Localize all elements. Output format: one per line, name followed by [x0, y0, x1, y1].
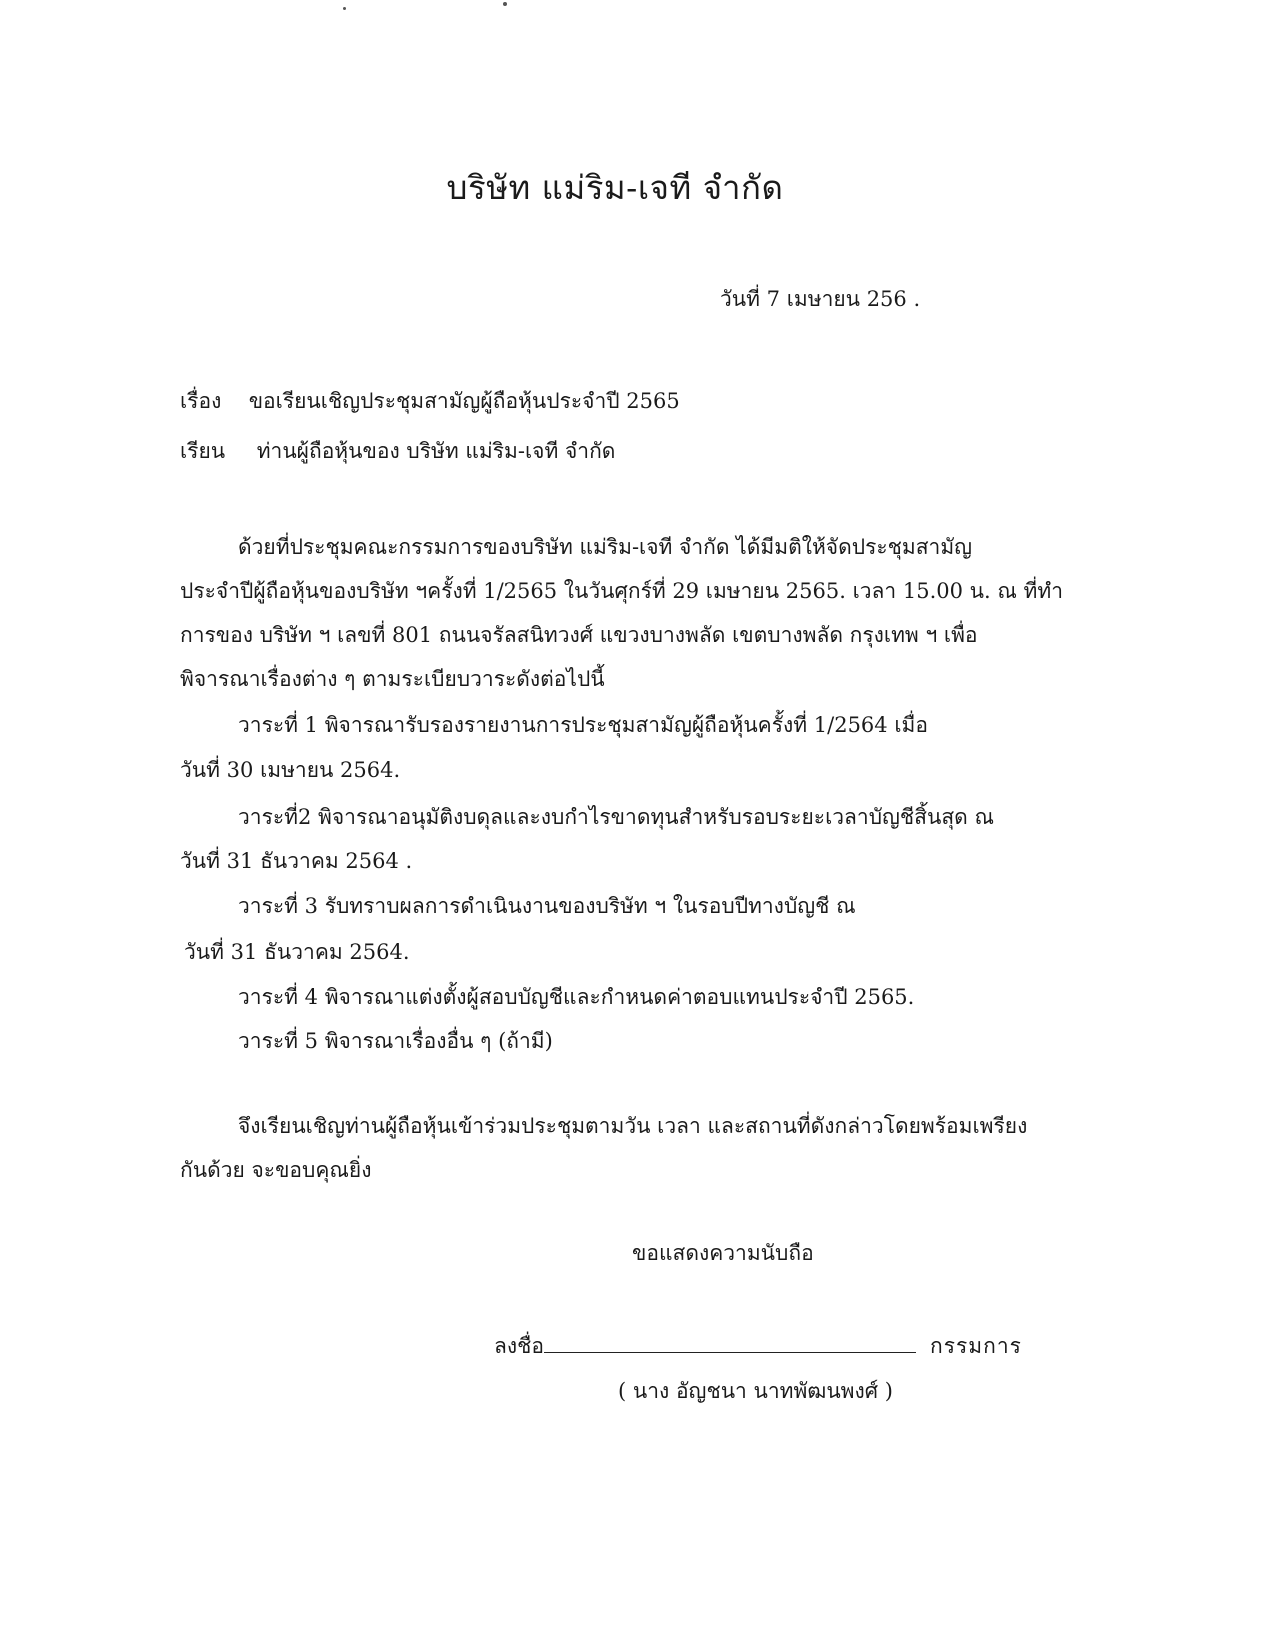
recipient-label: เรียน	[180, 439, 226, 463]
agenda-item-5: วาระที่ 5 พิจารณาเรื่องอื่น ๆ (ถ้ามี)	[238, 1029, 553, 1053]
signer-position: กรรมการ	[930, 1334, 1022, 1358]
letter-date: วันที่ 7 เมษายน 256 .	[720, 287, 921, 311]
regards-text: ขอแสดงความนับถือ	[632, 1241, 814, 1265]
agenda-item-1-cont: วันที่ 30 เมษายน 2564.	[180, 758, 401, 782]
signer-name: ( นาง อัญชนา นาทพัฒนพงศ์ )	[618, 1379, 893, 1403]
agenda-item-3-cont: วันที่ 31 ธันวาคม 2564.	[184, 940, 410, 964]
intro-line: พิจารณาเรื่องต่าง ๆ ตามระเบียบวาระดังต่อไปนี้	[180, 667, 605, 691]
agenda-item-2-cont: วันที่ 31 ธันวาคม 2564 .	[180, 849, 413, 873]
closing-line: จึงเรียนเชิญท่านผู้ถือหุ้นเข้าร่วมประชุมตามวัน เวลา และสถานที่ดังกล่าวโดยพร้อมเพรียง	[238, 1114, 1028, 1138]
intro-line: ประจำปีผู้ถือหุ้นของบริษัท ฯครั้งที่ 1/2565 ในวันศุกร์ที่ 29 เมษายน 2565. เวลา 15.00 น. ณ ที่ทำ	[180, 579, 1064, 603]
agenda-item-1: วาระที่ 1 พิจารณารับรองรายงานการประชุมสามัญผู้ถือหุ้นครั้งที่ 1/2564 เมื่อ	[238, 713, 928, 737]
agenda-item-2: วาระที่2 พิจารณาอนุมัติงบดุลและงบกำไรขาดทุนสำหรับรอบระยะเวลาบัญชีสิ้นสุด ณ	[238, 805, 994, 829]
signature-line	[494, 1330, 1022, 1361]
agenda-item-3: วาระที่ 3 รับทราบผลการดำเนินงานของบริษัท ฯ ในรอบปีทางบัญชี ณ	[238, 894, 856, 918]
closing-line: กันด้วย จะขอบคุณยิ่ง	[180, 1158, 372, 1182]
intro-line: การของ บริษัท ฯ เลขที่ 801 ถนนจรัลสนิทวงศ์ แขวงบางพลัด เขตบางพลัด กรุงเทพ ฯ เพื่อ	[180, 623, 978, 647]
signature-blank	[544, 1330, 916, 1353]
intro-line: ด้วยที่ประชุมคณะกรรมการของบริษัท แม่ริม-เจที จำกัด ได้มีมติให้จัดประชุมสามัญ	[238, 535, 973, 559]
scan-speck	[343, 7, 346, 10]
recipient-line	[180, 436, 615, 466]
sign-label: ลงชื่อ	[494, 1334, 544, 1358]
recipient-text: ท่านผู้ถือหุ้นของ บริษัท แม่ริม-เจที จำกัด	[256, 439, 616, 463]
subject-label: เรื่อง	[180, 389, 222, 413]
agenda-item-4: วาระที่ 4 พิจารณาแต่งตั้งผู้สอบบัญชีและกำหนดค่าตอบแทนประจำปี 2565.	[238, 985, 915, 1009]
subject-line	[180, 386, 680, 416]
scan-speck	[503, 2, 507, 6]
subject-text: ขอเรียนเชิญประชุมสามัญผู้ถือหุ้นประจำปี 2565	[248, 389, 680, 413]
company-title: บริษัท แม่ริม-เจที จำกัด	[446, 168, 784, 207]
